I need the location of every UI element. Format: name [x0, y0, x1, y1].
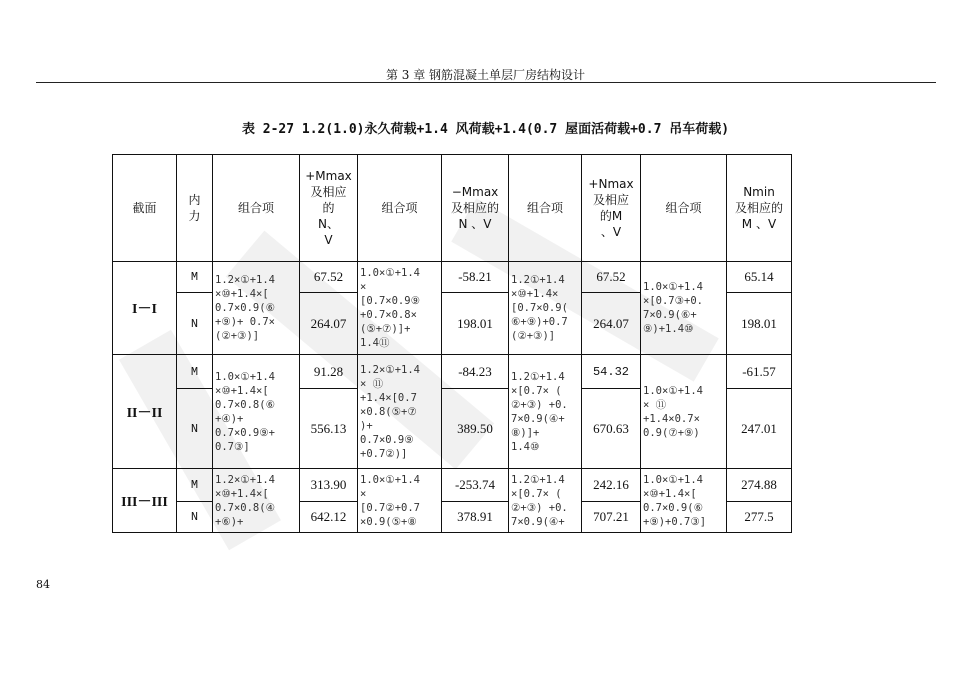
header-row — [113, 155, 792, 262]
force-label: M — [177, 262, 213, 293]
col-header: 组合项 — [509, 155, 582, 262]
force-label: N — [177, 502, 213, 533]
section-label: I－I — [113, 262, 177, 355]
force-label: M — [177, 355, 213, 389]
section-label: II－II — [113, 355, 177, 469]
col-header: 内 力 — [177, 155, 213, 262]
value: 65.14 — [727, 262, 792, 293]
col-header: 组合项 — [358, 155, 442, 262]
col-header: Nmin 及相应的 M 、V — [727, 155, 792, 262]
page-number: 84 — [36, 578, 50, 591]
col-header: −Mmax 及相应的 N 、V — [442, 155, 509, 262]
value: -253.74 — [442, 469, 509, 502]
value: 313.90 — [300, 469, 358, 502]
combination: 1.2①+1.4 ×[0.7× ( ②+③) +0. 7×0.9(④+ ⑧)]+ 1.4⑩ — [509, 355, 582, 469]
value: 264.07 — [300, 293, 358, 355]
combination: 1.0×①+1.4 ×[0.7③+0. 7×0.9(⑥+ ⑨)+1.4⑩ — [641, 262, 727, 355]
value: 247.01 — [727, 389, 792, 469]
table-row — [113, 469, 792, 502]
table-row — [113, 355, 792, 389]
col-header: +Mmax 及相应 的 N、 V — [300, 155, 358, 262]
combination: 1.2①+1.4 ×[0.7× ( ②+③) +0. 7×0.9(④+ — [509, 469, 582, 533]
force-label: M — [177, 469, 213, 502]
load-combination-table — [112, 154, 792, 533]
running-header: 第 3 章 钢筋混凝土单层厂房结构设计 — [385, 68, 586, 82]
value: 198.01 — [442, 293, 509, 355]
value: 670.63 — [582, 389, 641, 469]
col-header: 组合项 — [641, 155, 727, 262]
value: 242.16 — [582, 469, 641, 502]
value: 556.13 — [300, 389, 358, 469]
col-header: 组合项 — [213, 155, 300, 262]
combination: 1.0×①+1.4 × [0.7×0.9⑨ +0.7×0.8× (⑤+⑦)]+ 1.4⑪ — [358, 262, 442, 355]
value: -61.57 — [727, 355, 792, 389]
value: 277.5 — [727, 502, 792, 533]
force-label: N — [177, 293, 213, 355]
col-header: +Nmax 及相应 的M 、V — [582, 155, 641, 262]
combination: 1.0×①+1.4 × [0.7②+0.7 ×0.9(⑤+⑧ — [358, 469, 442, 533]
col-header: 截面 — [113, 155, 177, 262]
value: 91.28 — [300, 355, 358, 389]
table-row — [113, 262, 792, 293]
combination: 1.0×①+1.4 ×⑩+1.4×[ 0.7×0.9(⑥ +⑨)+0.7③] — [641, 469, 727, 533]
combination: 1.0×①+1.4 ×⑩+1.4×[ 0.7×0.8(⑥ +④)+ 0.7×0.9⑨+ 0.7③] — [213, 355, 300, 469]
combination: 1.2×①+1.4 ×⑩+1.4×[ 0.7×0.9(⑥ +⑨)+ 0.7× (②+③)] — [213, 262, 300, 355]
value: -84.23 — [442, 355, 509, 389]
combination: 1.0×①+1.4 × ⑪ +1.4×0.7× 0.9(⑦+⑨) — [641, 355, 727, 469]
value: 67.52 — [300, 262, 358, 293]
value: 54.32 — [582, 355, 641, 389]
value: 378.91 — [442, 502, 509, 533]
section-label: III－III — [113, 469, 177, 533]
value: 274.88 — [727, 469, 792, 502]
combination: 1.2×①+1.4 ×⑩+1.4×[ 0.7×0.8(④ +⑥)+ — [213, 469, 300, 533]
value: -58.21 — [442, 262, 509, 293]
value: 264.07 — [582, 293, 641, 355]
value: 642.12 — [300, 502, 358, 533]
header-rule — [36, 82, 936, 83]
value: 707.21 — [582, 502, 641, 533]
value: 67.52 — [582, 262, 641, 293]
force-label: N — [177, 389, 213, 469]
combination: 1.2①+1.4 ×⑩+1.4× [0.7×0.9( ⑥+⑨)+0.7 (②+③)] — [509, 262, 582, 355]
value: 198.01 — [727, 293, 792, 355]
table-title: 表 2-27 1.2(1.0)永久荷载+1.4 风荷载+1.4(0.7 屋面活荷载+0.7 吊车荷载) — [241, 122, 730, 137]
combination: 1.2×①+1.4 × ⑪ +1.4×[0.7 ×0.8(⑤+⑦ )+ 0.7×0.9⑨ +0.7②)] — [358, 355, 442, 469]
value: 389.50 — [442, 389, 509, 469]
